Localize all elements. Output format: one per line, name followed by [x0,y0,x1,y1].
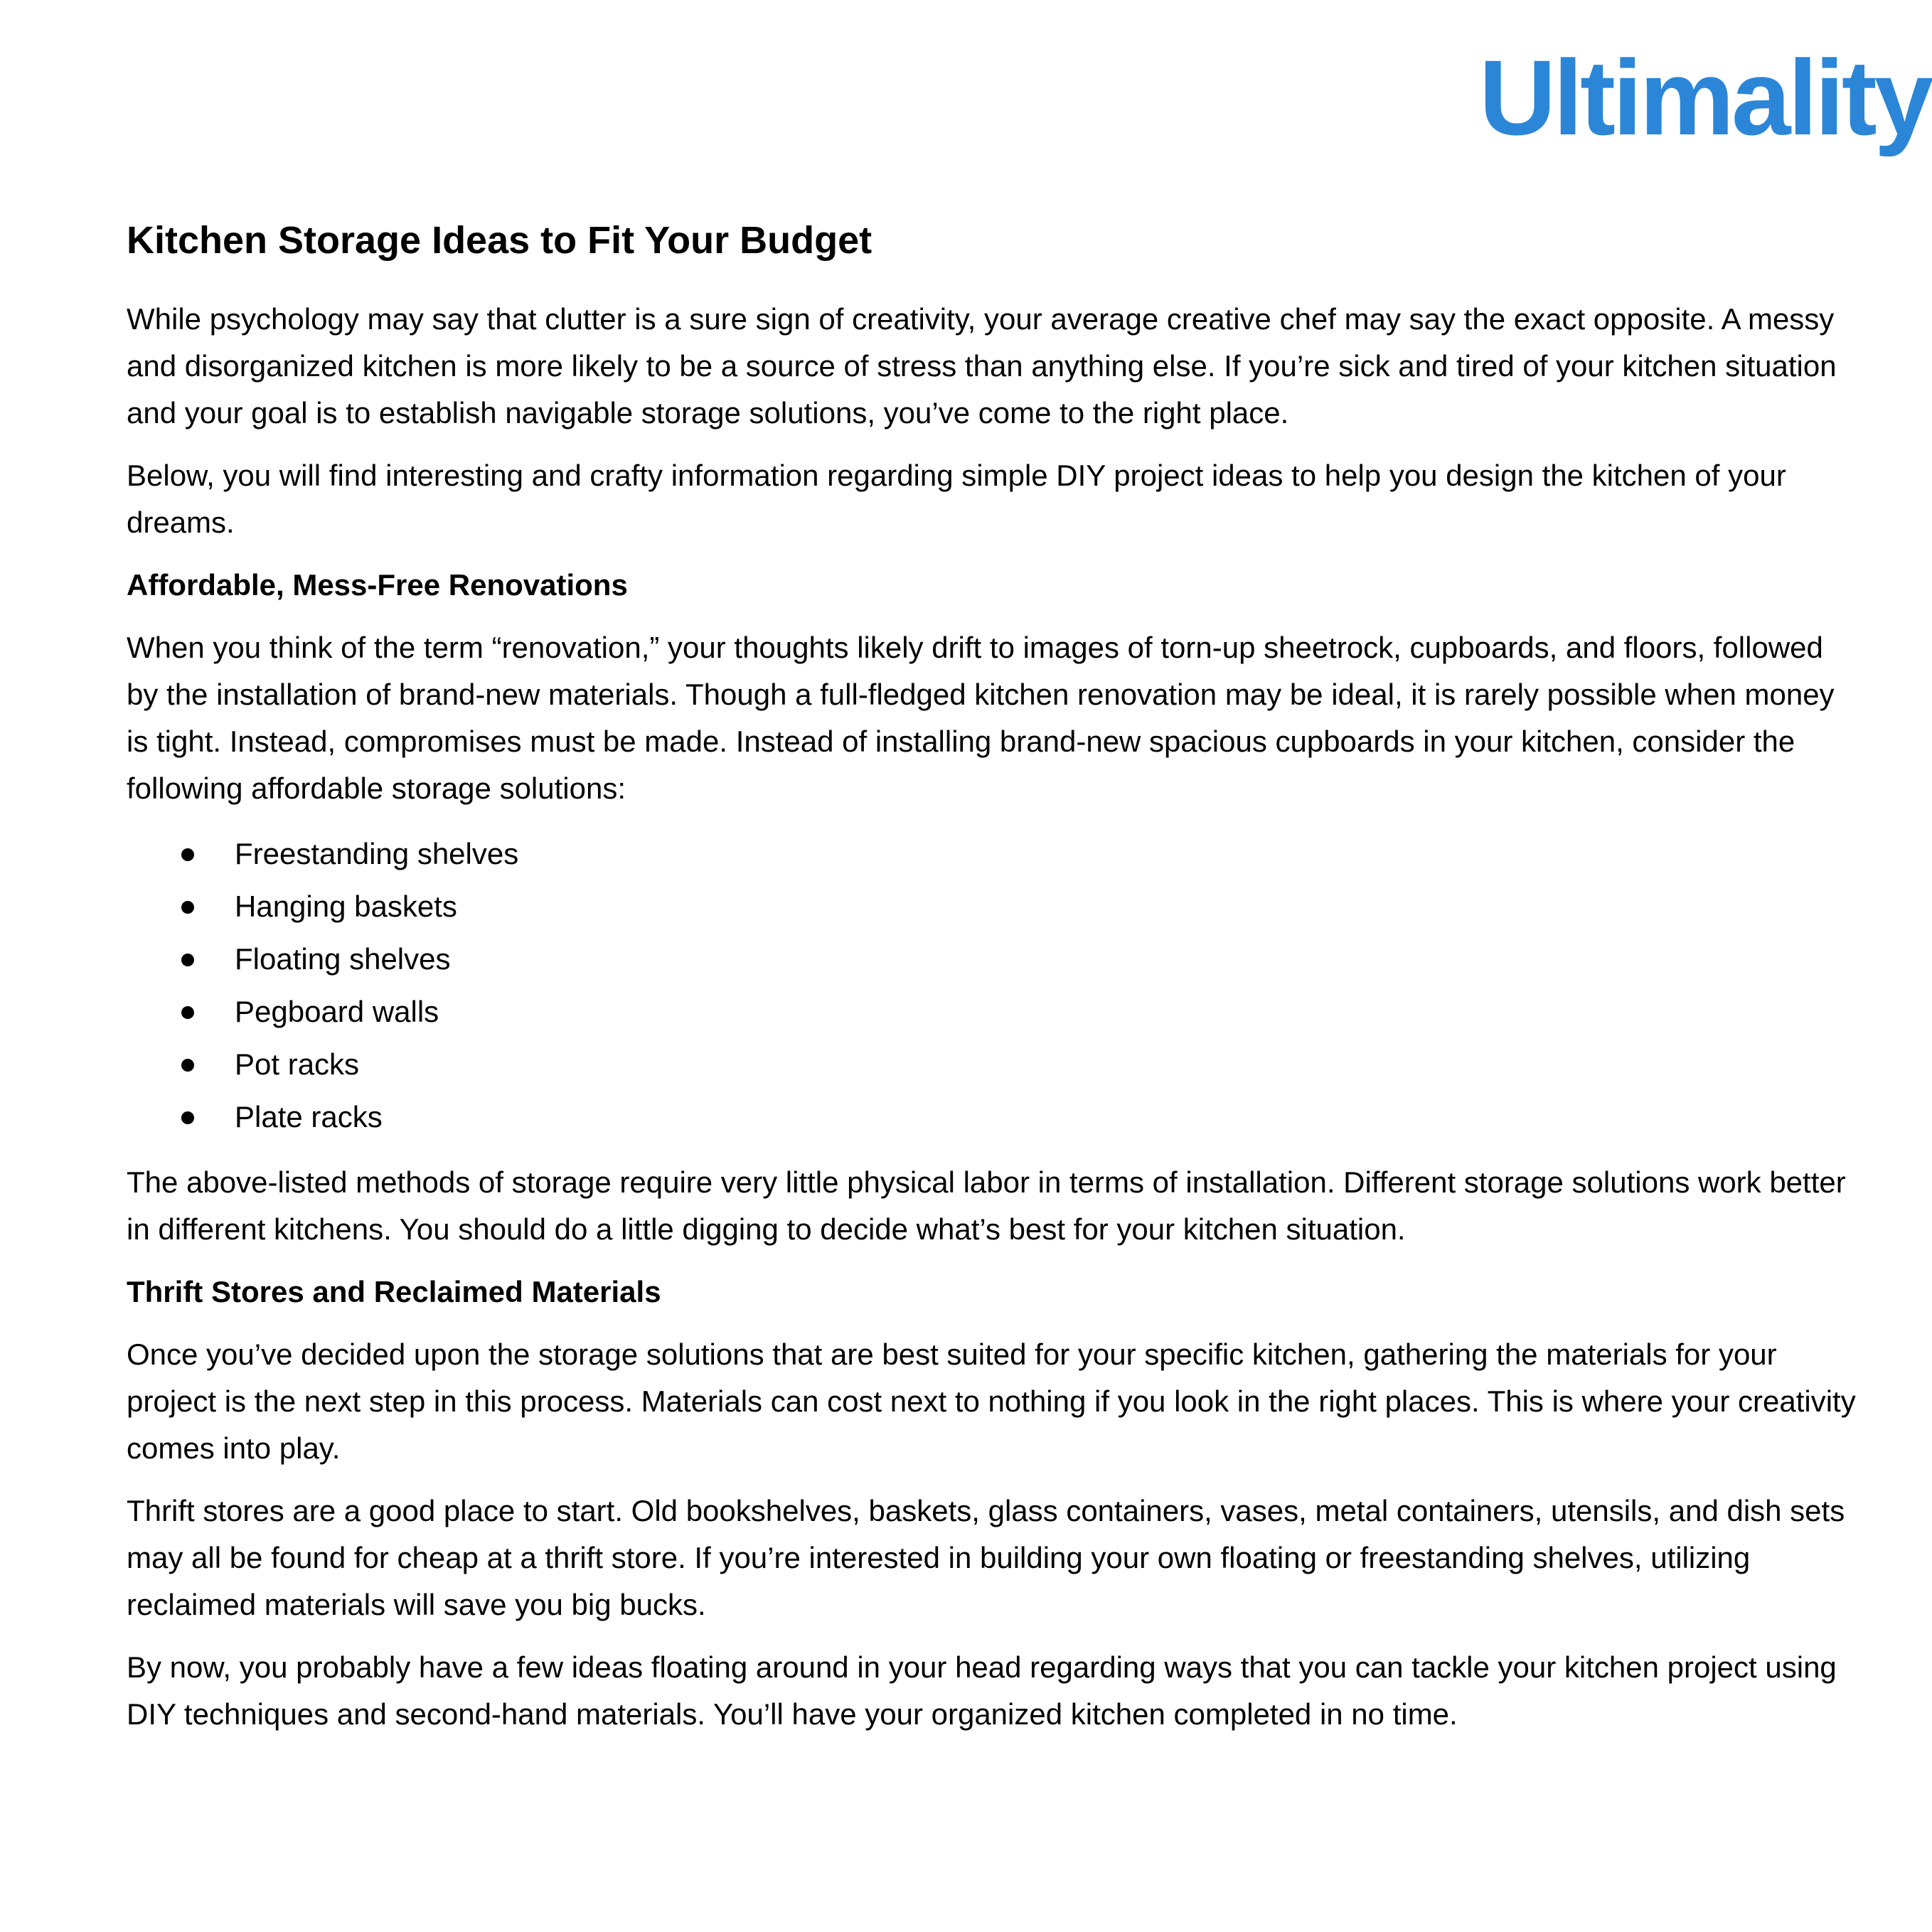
bullet-icon [181,901,194,914]
thrift-paragraph-1: Once you’ve decided upon the storage solutions that are best suited for your specific kitchen, gathering the materials for your project is the next step in this process. Materials can cost next to nothing if you look in the right places. This is where your creativity comes into play. [127,1338,1856,1465]
list-item [127,986,1862,1038]
list-item-label: Hanging baskets [235,890,457,923]
list-item-label: Pot racks [235,1047,360,1081]
document-body [127,210,1862,1754]
intro-paragraph-1: While psychology may say that clutter is a sure sign of creativity, your average creative chef may say the exact opposite. A messy and disorganized kitchen is more likely to be a source of stress than anything else. If you’re sick and tired of your kitchen situation and your goal is to establish navigable storage solutions, you’ve come to the right place. [127,302,1837,429]
storage-solutions-list [127,828,1862,1143]
list-item [127,828,1862,880]
page-title: Kitchen Storage Ideas to Fit Your Budget [127,219,872,262]
section-heading-thrift: Thrift Stores and Reclaimed Materials [127,1275,661,1308]
renovations-paragraph-2: The above-listed methods of storage require very little physical labor in terms of installation. Different storage solutions work better in different kitchens. You should do a little digging to decide what’s best for your kitchen situation. [127,1165,1846,1246]
brand-logo: Ultimality [1479,38,1931,157]
bullet-icon [181,1006,194,1019]
list-item-label: Floating shelves [235,942,451,976]
bullet-icon [181,954,194,966]
section-heading-renovations: Affordable, Mess-Free Renovations [127,568,628,602]
list-item-label: Pegboard walls [235,995,439,1028]
bullet-icon [181,1111,194,1124]
intro-paragraph-2: Below, you will find interesting and crafty information regarding simple DIY project ideas to help you design the kitchen of your dreams. [127,459,1786,539]
renovations-paragraph-1: When you think of the term “renovation,” your thoughts likely drift to images of torn-up sheetrock, cupboards, and floors, followed by the installation of brand-new materials. Though a full-fledged kitchen renovation may be ideal, it is rarely possible when money is tight. Instead, compromises must be made. Instead of installing brand-new spacious cupboards in your kitchen, consider the following affordable storage solutions: [127,631,1835,805]
bullet-icon [181,1059,194,1072]
list-item-label: Plate racks [235,1100,383,1133]
thrift-paragraph-2: Thrift stores are a good place to start. Old bookshelves, baskets, glass containers, vases, metal containers, utensils, and dish sets may all be found for cheap at a thrift store. If you’re interested in building your own floating or freestanding shelves, utilizing reclaimed materials will save you big bucks. [127,1494,1845,1621]
list-item [127,1091,1862,1143]
bullet-icon [181,848,194,861]
list-item [127,933,1862,986]
list-item [127,1038,1862,1091]
thrift-paragraph-3: By now, you probably have a few ideas floating around in your head regarding ways that you can tackle your kitchen project using DIY techniques and second-hand materials. You’ll have your organized kitchen completed in no time. [127,1650,1837,1731]
list-item-label: Freestanding shelves [235,837,519,870]
list-item [127,880,1862,933]
